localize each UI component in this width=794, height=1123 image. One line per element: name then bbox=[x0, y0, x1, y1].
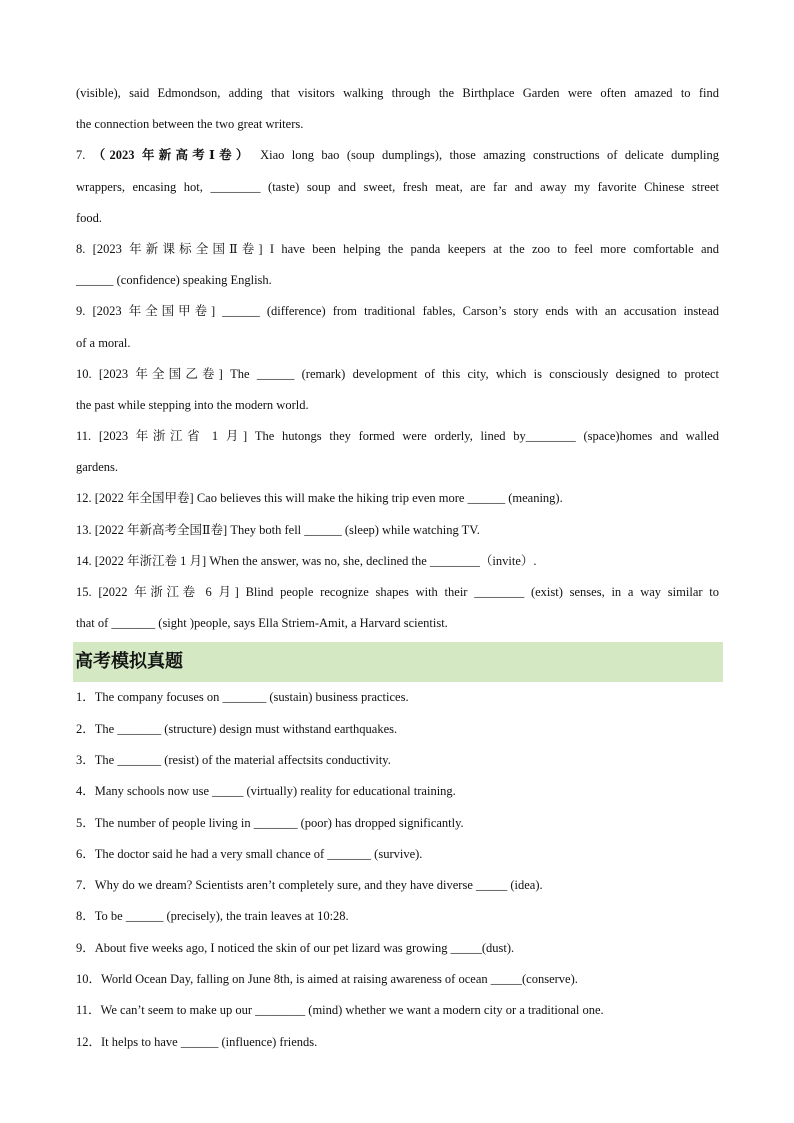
item-text: the past while stepping into the modern world. bbox=[76, 397, 309, 412]
item-text: wrappers, encasing hot, ________ (taste) soup and sweet, fresh meat, are far and away my favorite Chinese street bbox=[76, 179, 719, 194]
item-source: [2022 年浙江卷 6 月] bbox=[98, 585, 239, 599]
continuation-text bbox=[76, 78, 719, 140]
item-number: 12． bbox=[76, 1034, 102, 1049]
item-number: 7. bbox=[76, 148, 86, 163]
item-text: World Ocean Day, falling on June 8th, is aimed at raising awareness of ocean _____(conserve). bbox=[101, 972, 578, 987]
item-text: that of _______ (sight )people, says Ella Striem-Amit, a Harvard scientist. bbox=[76, 616, 448, 631]
item-number: 7． bbox=[76, 878, 95, 893]
item-number: 2． bbox=[76, 721, 95, 736]
list-item bbox=[76, 1027, 719, 1058]
list-item bbox=[76, 933, 719, 964]
list-item bbox=[76, 745, 719, 776]
list-item bbox=[76, 901, 719, 932]
item-text: Why do we dream? Scientists aren’t completely sure, and they have diverse _____ (idea). bbox=[94, 878, 543, 893]
item-text: The company focuses on _______ (sustain) business practices. bbox=[94, 690, 409, 705]
list-item bbox=[76, 682, 719, 713]
item-number: 14. bbox=[76, 553, 92, 568]
item-number: 4． bbox=[76, 784, 95, 799]
item-text: When the answer, was no, she, declined the ________（invite）. bbox=[209, 553, 537, 568]
item-source: [2023 年浙江省 1 月] bbox=[98, 429, 248, 444]
item-text: Many schools now use _____ (virtually) reality for educational training. bbox=[94, 784, 456, 799]
item-number: 11. bbox=[76, 429, 92, 444]
item-text: Xiao long bao (soup dumplings), those amazing constructions of delicate dumpling bbox=[260, 148, 719, 163]
exam-item-8 bbox=[76, 234, 719, 296]
item-number: 10． bbox=[76, 972, 102, 987]
item-text: The number of people living in _______ (poor) has dropped significantly. bbox=[94, 815, 464, 830]
exam-item-14 bbox=[76, 546, 719, 577]
item-text: I have been helping the panda keepers at the zoo to feel more comfortable and bbox=[269, 241, 719, 256]
item-source: [2023 年全国甲卷] bbox=[92, 304, 216, 319]
item-number: 13. bbox=[76, 522, 92, 537]
item-number: 3． bbox=[76, 752, 95, 767]
item-text: The _______ (resist) of the material affectsits conductivity. bbox=[94, 752, 391, 767]
text-line: the connection between the two great writers. bbox=[76, 117, 304, 132]
exam-item-9 bbox=[76, 296, 719, 358]
item-text: The doctor said he had a very small chance of _______ (survive). bbox=[94, 846, 423, 861]
item-text: Blind people recognize shapes with their ________ (exist) senses, in a way similar to bbox=[245, 585, 719, 599]
exam-item-12 bbox=[76, 483, 719, 514]
exam-item-7 bbox=[76, 140, 719, 234]
item-source: （2023 年新高考Ⅰ卷） bbox=[92, 148, 253, 163]
list-item bbox=[76, 808, 719, 839]
item-text: of a moral. bbox=[76, 335, 131, 350]
item-text: ______ (difference) from traditional fables, Carson’s story ends with an accusation instead bbox=[222, 304, 719, 319]
list-item bbox=[76, 839, 719, 870]
item-number: 12. bbox=[76, 491, 92, 506]
list-item bbox=[76, 995, 719, 1026]
item-text: gardens. bbox=[76, 460, 118, 475]
list-item bbox=[76, 776, 719, 807]
item-number: 9． bbox=[76, 940, 95, 955]
item-source: [2023 年全国乙卷] bbox=[98, 366, 223, 381]
item-text: It helps to have ______ (influence) friends. bbox=[101, 1034, 318, 1049]
item-source: [2022 年浙江卷 1 月] bbox=[94, 553, 207, 568]
list-item bbox=[76, 870, 719, 901]
item-number: 9. bbox=[76, 304, 86, 319]
item-number: 8. bbox=[76, 241, 86, 256]
item-text: Cao believes this will make the hiking trip even more ______ (meaning). bbox=[196, 491, 563, 506]
item-source: [2022 年全国甲卷] bbox=[94, 491, 194, 506]
item-number: 1． bbox=[76, 690, 95, 705]
text-line: (visible), said Edmondson, adding that visitors walking through the Birthplace Garden were often amazed to find bbox=[76, 86, 719, 100]
item-number: 5． bbox=[76, 815, 95, 830]
exam-item-15 bbox=[76, 577, 719, 639]
worksheet-page bbox=[76, 78, 719, 1058]
item-text: The _______ (structure) design must withstand earthquakes. bbox=[94, 721, 398, 736]
exam-item-11 bbox=[76, 421, 719, 483]
item-number: 15. bbox=[76, 585, 92, 599]
item-text: ______ (confidence) speaking English. bbox=[76, 273, 272, 288]
exam-item-10 bbox=[76, 359, 719, 421]
item-number: 11． bbox=[76, 1003, 101, 1018]
item-source: [2022 年新高考全国Ⅱ卷] bbox=[94, 522, 228, 537]
item-number: 8． bbox=[76, 909, 95, 924]
item-text: The ______ (remark) development of this city, which is consciously designed to protect bbox=[230, 366, 719, 381]
mock-question-list bbox=[76, 682, 719, 1058]
item-number: 6． bbox=[76, 846, 95, 861]
list-item bbox=[76, 714, 719, 745]
item-text: food. bbox=[76, 210, 103, 225]
item-source: [2023 年新课标全国Ⅱ卷] bbox=[92, 241, 263, 256]
item-text: We can’t seem to make up our ________ (mind) whether we want a modern city or a traditional one. bbox=[100, 1003, 604, 1018]
item-text: They both fell ______ (sleep) while watching TV. bbox=[230, 522, 480, 537]
item-text: To be ______ (precisely), the train leaves at 10:28. bbox=[94, 909, 349, 924]
exam-item-13 bbox=[76, 515, 719, 546]
item-text: The hutongs they formed were orderly, lined by________ (space)homes and walled bbox=[254, 429, 719, 444]
item-number: 10. bbox=[76, 366, 92, 381]
list-item bbox=[76, 964, 719, 995]
section-header: 高考模拟真题 bbox=[73, 642, 723, 682]
item-text: About five weeks ago, I noticed the skin of our pet lizard was growing _____(dust). bbox=[94, 940, 515, 955]
